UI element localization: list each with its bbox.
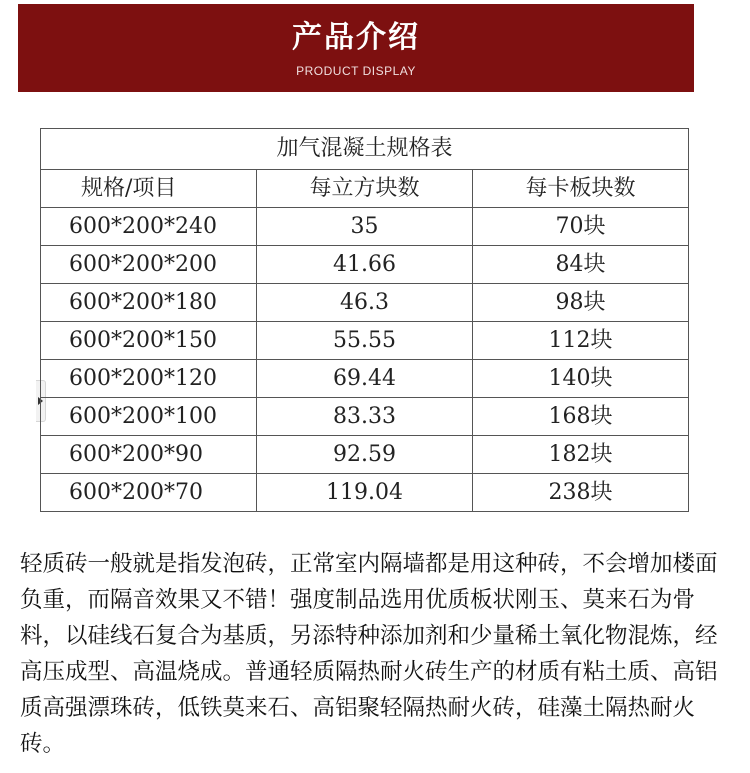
spec-table — [40, 128, 689, 512]
cell-per-cubic: 55.55 — [257, 322, 473, 360]
cell-spec: 600*200*150 — [41, 322, 257, 360]
column-header-per-cubic: 每立方块数 — [257, 170, 473, 208]
cell-per-pallet: 238块 — [473, 474, 689, 512]
cell-spec: 600*200*70 — [41, 474, 257, 512]
cell-per-pallet: 70块 — [473, 208, 689, 246]
header-banner — [18, 4, 694, 92]
cell-per-cubic: 119.04 — [257, 474, 473, 512]
cell-spec: 600*200*90 — [41, 436, 257, 474]
cell-per-pallet: 98块 — [473, 284, 689, 322]
table-caption: 加气混凝土规格表 — [41, 129, 689, 170]
cell-per-cubic: 83.33 — [257, 398, 473, 436]
product-description: 轻质砖一般就是指发泡砖，正常室内隔墙都是用这种砖，不会增加楼面负重，而隔音效果又不错！强度制品选用优质板状刚玉、莫来石为骨料，以硅线石复合为基质，另添特种添加剂和少量稀土氧化物混炼，经高压成型、高温烧成。普通轻质隔热耐火砖生产的材质有粘土质、高铝质高强漂珠砖，低铁莫来石、高铝聚轻隔热耐火砖，硅藻土隔热耐火砖。 — [20, 551, 718, 757]
banner-subtitle: PRODUCT DISPLAY — [296, 64, 416, 78]
table-row — [41, 436, 689, 474]
cell-spec: 600*200*180 — [41, 284, 257, 322]
table-row — [41, 322, 689, 360]
cell-per-pallet: 168块 — [473, 398, 689, 436]
cell-spec: 600*200*240 — [41, 208, 257, 246]
table-row — [41, 398, 689, 436]
table-row — [41, 360, 689, 398]
cell-per-cubic: 46.3 — [257, 284, 473, 322]
banner-title: 产品介绍 — [292, 20, 420, 55]
table-row — [41, 208, 689, 246]
cell-per-cubic: 41.66 — [257, 246, 473, 284]
cell-per-cubic: 92.59 — [257, 436, 473, 474]
table-caption-row — [41, 129, 689, 170]
cell-per-pallet: 182块 — [473, 436, 689, 474]
cell-spec: 600*200*200 — [41, 246, 257, 284]
table-header-row — [41, 170, 689, 208]
cell-per-pallet: 84块 — [473, 246, 689, 284]
table-row — [41, 246, 689, 284]
table-row — [41, 474, 689, 512]
cell-per-pallet: 140块 — [473, 360, 689, 398]
cell-per-pallet: 112块 — [473, 322, 689, 360]
cell-per-cubic: 35 — [257, 208, 473, 246]
column-header-per-pallet: 每卡板块数 — [473, 170, 689, 208]
table-row — [41, 284, 689, 322]
cell-per-cubic: 69.44 — [257, 360, 473, 398]
column-header-spec: 规格/项目 — [41, 170, 257, 208]
cell-spec: 600*200*120 — [41, 360, 257, 398]
cell-spec: 600*200*100 — [41, 398, 257, 436]
